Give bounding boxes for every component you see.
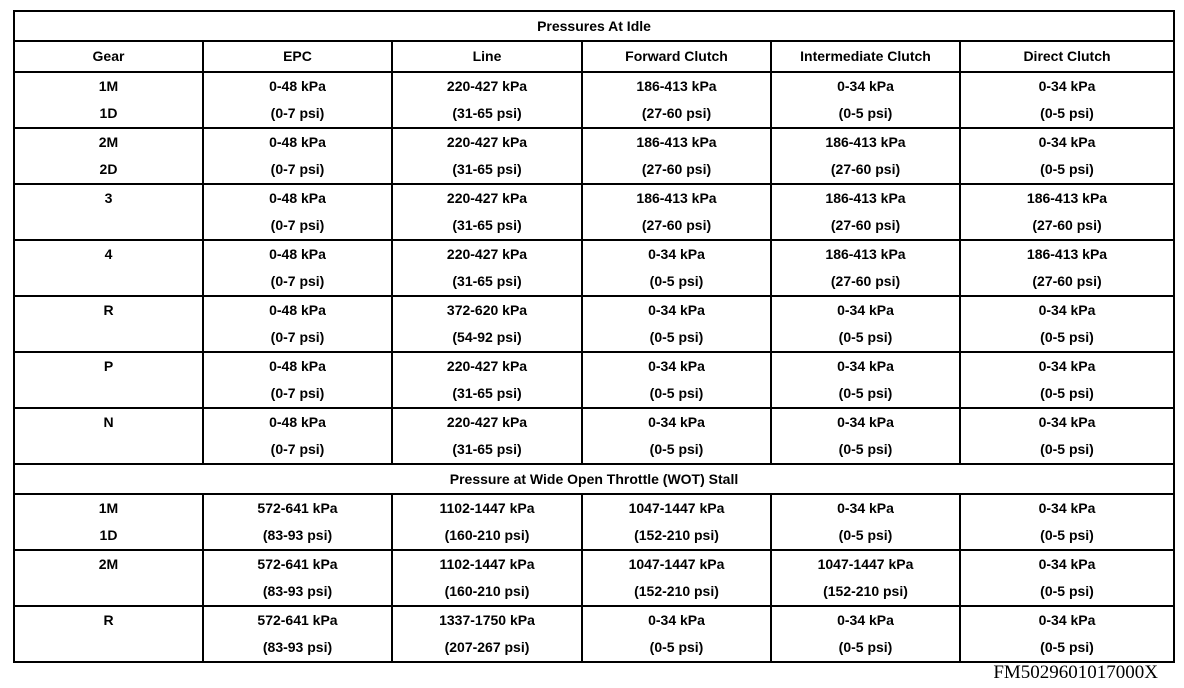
- pressure-cell: [392, 494, 582, 550]
- kpa-value: 0-34 kPa: [837, 302, 894, 318]
- pressure-cell: [203, 240, 392, 296]
- kpa-value: 0-34 kPa: [648, 612, 705, 628]
- section-title-row: [14, 464, 1174, 494]
- pressure-cell: [771, 352, 960, 408]
- pressure-cell: [582, 494, 771, 550]
- kpa-value: 0-34 kPa: [837, 500, 894, 516]
- psi-value: (27-60 psi): [1032, 217, 1102, 233]
- pressure-cell: [582, 550, 771, 606]
- table-row: [14, 296, 1174, 352]
- gear-label: 1M: [98, 500, 119, 516]
- kpa-value: 186-413 kPa: [636, 134, 717, 150]
- psi-value: (160-210 psi): [444, 583, 530, 599]
- psi-value: (0-7 psi): [270, 329, 325, 345]
- psi-value: (152-210 psi): [823, 583, 908, 599]
- kpa-value: 572-641 kPa: [257, 500, 338, 516]
- table-row: [14, 550, 1174, 606]
- kpa-value: 1047-1447 kPa: [817, 556, 914, 572]
- kpa-value: 0-48 kPa: [269, 78, 326, 94]
- psi-value: (0-5 psi): [649, 273, 704, 289]
- pressure-cell: [582, 72, 771, 128]
- psi-value: (0-5 psi): [649, 329, 704, 345]
- gear-label: 2M: [98, 134, 119, 150]
- kpa-value: 0-34 kPa: [1038, 78, 1096, 94]
- pressure-cell: [392, 408, 582, 464]
- column-header: EPC: [203, 41, 392, 72]
- psi-value: (27-60 psi): [641, 161, 712, 177]
- table-row: [14, 408, 1174, 464]
- pressure-cell: [392, 240, 582, 296]
- gear-cell: [14, 296, 203, 352]
- psi-value: (0-5 psi): [649, 441, 704, 457]
- kpa-value: 0-48 kPa: [269, 246, 326, 262]
- table-row: [14, 72, 1174, 128]
- pressure-cell: [582, 128, 771, 184]
- psi-value: (54-92 psi): [452, 329, 522, 345]
- pressure-cell: [960, 408, 1174, 464]
- kpa-value: 220-427 kPa: [446, 134, 528, 150]
- psi-value: (152-210 psi): [634, 527, 719, 543]
- kpa-value: 186-413 kPa: [825, 134, 906, 150]
- psi-value: (31-65 psi): [452, 385, 522, 401]
- psi-value: (0-5 psi): [1040, 161, 1094, 177]
- pressure-cell: [203, 494, 392, 550]
- psi-value: (0-7 psi): [270, 161, 325, 177]
- pressure-cell: [203, 352, 392, 408]
- pressure-cell: [771, 184, 960, 240]
- kpa-value: 1047-1447 kPa: [628, 556, 725, 572]
- psi-value: (83-93 psi): [262, 639, 333, 655]
- kpa-value: 1102-1447 kPa: [439, 556, 535, 572]
- pressure-cell: [771, 296, 960, 352]
- kpa-value: 0-48 kPa: [269, 134, 326, 150]
- pressure-cell: [960, 606, 1174, 662]
- psi-value: (0-7 psi): [270, 385, 325, 401]
- kpa-value: 186-413 kPa: [636, 78, 717, 94]
- column-header-row: [14, 41, 1174, 72]
- table-row: [14, 352, 1174, 408]
- gear-label: 1D: [99, 105, 118, 121]
- column-header: Forward Clutch: [582, 41, 771, 72]
- kpa-value: 220-427 kPa: [446, 414, 528, 430]
- kpa-value: 186-413 kPa: [825, 246, 906, 262]
- pressure-cell: [392, 72, 582, 128]
- pressure-cell: [582, 240, 771, 296]
- pressure-cell: [960, 296, 1174, 352]
- pressure-cell: [771, 72, 960, 128]
- kpa-value: 372-620 kPa: [446, 302, 528, 318]
- kpa-value: 0-34 kPa: [837, 612, 894, 628]
- psi-value: (31-65 psi): [452, 161, 522, 177]
- psi-value: (0-5 psi): [1040, 639, 1094, 655]
- kpa-value: 186-413 kPa: [1026, 246, 1108, 262]
- table-row: [14, 184, 1174, 240]
- psi-value: (0-7 psi): [270, 441, 325, 457]
- pressure-table: [13, 10, 1175, 663]
- kpa-value: 0-48 kPa: [269, 414, 326, 430]
- pressure-cell: [960, 72, 1174, 128]
- gear-cell: [14, 550, 203, 606]
- psi-value: (31-65 psi): [452, 441, 522, 457]
- pressure-cell: [392, 606, 582, 662]
- psi-value: (31-65 psi): [452, 273, 522, 289]
- psi-value: (83-93 psi): [262, 583, 333, 599]
- section-title: Pressures At Idle: [14, 11, 1174, 41]
- gear-cell: [14, 494, 203, 550]
- kpa-value: 0-34 kPa: [837, 78, 894, 94]
- kpa-value: 572-641 kPa: [257, 612, 338, 628]
- kpa-value: 0-34 kPa: [1038, 134, 1096, 150]
- gear-label: 1M: [98, 78, 119, 94]
- column-header: Direct Clutch: [960, 41, 1174, 72]
- gear-cell: [14, 184, 203, 240]
- psi-value: (27-60 psi): [830, 217, 901, 233]
- pressure-cell: [392, 550, 582, 606]
- kpa-value: 1337-1750 kPa: [439, 612, 535, 628]
- column-header: Gear: [14, 41, 203, 72]
- kpa-value: 0-34 kPa: [1038, 414, 1096, 430]
- figure-id: FM5029601017000X: [993, 662, 1158, 683]
- kpa-value: 0-34 kPa: [1038, 556, 1096, 572]
- pressure-cell: [392, 184, 582, 240]
- kpa-value: 186-413 kPa: [1026, 190, 1108, 206]
- psi-value: (31-65 psi): [452, 217, 522, 233]
- gear-cell: [14, 72, 203, 128]
- pressure-cell: [771, 240, 960, 296]
- table-row: [14, 128, 1174, 184]
- kpa-value: 0-34 kPa: [1038, 302, 1096, 318]
- pressure-cell: [203, 408, 392, 464]
- kpa-value: 0-34 kPa: [648, 302, 705, 318]
- psi-value: (0-5 psi): [838, 527, 893, 543]
- pressure-cell: [203, 550, 392, 606]
- psi-value: (160-210 psi): [444, 527, 530, 543]
- pressure-cell: [392, 296, 582, 352]
- pressure-table-body: [14, 11, 1174, 662]
- psi-value: (83-93 psi): [262, 527, 333, 543]
- kpa-value: 0-48 kPa: [269, 190, 326, 206]
- pressure-cell: [203, 72, 392, 128]
- gear-label: 2D: [99, 161, 118, 177]
- psi-value: (0-5 psi): [1040, 105, 1094, 121]
- kpa-value: 0-48 kPa: [269, 302, 326, 318]
- kpa-value: 0-48 kPa: [269, 358, 326, 374]
- table-row: [14, 606, 1174, 662]
- pressure-cell: [203, 128, 392, 184]
- gear-cell: [14, 128, 203, 184]
- pressure-cell: [771, 606, 960, 662]
- kpa-value: 572-641 kPa: [257, 556, 338, 572]
- kpa-value: 220-427 kPa: [446, 78, 528, 94]
- table-row: [14, 494, 1174, 550]
- kpa-value: 186-413 kPa: [636, 190, 717, 206]
- pressure-cell: [960, 494, 1174, 550]
- pressure-cell: [582, 408, 771, 464]
- gear-label: P: [103, 358, 114, 374]
- kpa-value: 0-34 kPa: [648, 246, 705, 262]
- kpa-value: 1047-1447 kPa: [628, 500, 725, 516]
- pressure-cell: [960, 184, 1174, 240]
- kpa-value: 0-34 kPa: [1038, 358, 1096, 374]
- gear-cell: [14, 606, 203, 662]
- kpa-value: 0-34 kPa: [837, 414, 894, 430]
- kpa-value: 220-427 kPa: [446, 358, 528, 374]
- psi-value: (207-267 psi): [444, 639, 530, 655]
- pressure-cell: [582, 296, 771, 352]
- pressure-cell: [582, 352, 771, 408]
- psi-value: (27-60 psi): [1032, 273, 1102, 289]
- pressure-cell: [203, 184, 392, 240]
- kpa-value: 220-427 kPa: [446, 190, 528, 206]
- kpa-value: 0-34 kPa: [837, 358, 894, 374]
- psi-value: (0-5 psi): [649, 639, 704, 655]
- pressure-cell: [960, 128, 1174, 184]
- kpa-value: 0-34 kPa: [648, 414, 705, 430]
- gear-label: 2M: [98, 556, 119, 572]
- kpa-value: 186-413 kPa: [825, 190, 906, 206]
- psi-value: (0-5 psi): [1040, 329, 1094, 345]
- gear-label: N: [103, 414, 114, 430]
- psi-value: (27-60 psi): [830, 161, 901, 177]
- pressure-cell: [771, 550, 960, 606]
- pressure-cell: [203, 606, 392, 662]
- psi-value: (31-65 psi): [452, 105, 522, 121]
- pressure-cell: [203, 296, 392, 352]
- kpa-value: 220-427 kPa: [446, 246, 528, 262]
- psi-value: (0-5 psi): [838, 441, 893, 457]
- column-header: Line: [392, 41, 582, 72]
- pressure-cell: [392, 352, 582, 408]
- section-title-row: [14, 11, 1174, 41]
- psi-value: (0-7 psi): [270, 217, 325, 233]
- gear-label: R: [103, 612, 114, 628]
- psi-value: (0-5 psi): [1040, 527, 1094, 543]
- pressure-cell: [771, 128, 960, 184]
- pressure-cell: [582, 184, 771, 240]
- pressure-cell: [582, 606, 771, 662]
- gear-cell: [14, 352, 203, 408]
- table-row: [14, 240, 1174, 296]
- psi-value: (0-7 psi): [270, 273, 325, 289]
- psi-value: (0-5 psi): [1040, 583, 1094, 599]
- psi-value: (0-5 psi): [838, 105, 893, 121]
- psi-value: (0-5 psi): [838, 329, 893, 345]
- gear-label: R: [103, 302, 114, 318]
- psi-value: (0-5 psi): [838, 385, 893, 401]
- gear-label: 3: [104, 190, 113, 206]
- kpa-value: 0-34 kPa: [1038, 500, 1096, 516]
- psi-value: (27-60 psi): [641, 105, 712, 121]
- kpa-value: 0-34 kPa: [1038, 612, 1096, 628]
- psi-value: (0-5 psi): [838, 639, 893, 655]
- kpa-value: 1102-1447 kPa: [439, 500, 535, 516]
- pressure-cell: [960, 550, 1174, 606]
- gear-label: 1D: [99, 527, 118, 543]
- psi-value: (27-60 psi): [830, 273, 901, 289]
- psi-value: (152-210 psi): [634, 583, 719, 599]
- gear-cell: [14, 408, 203, 464]
- psi-value: (0-5 psi): [1040, 385, 1094, 401]
- psi-value: (0-7 psi): [270, 105, 325, 121]
- psi-value: (27-60 psi): [641, 217, 712, 233]
- psi-value: (0-5 psi): [1040, 441, 1094, 457]
- kpa-value: 0-34 kPa: [648, 358, 705, 374]
- pressure-cell: [771, 494, 960, 550]
- section-title: Pressure at Wide Open Throttle (WOT) Stall: [14, 464, 1174, 494]
- psi-value: (0-5 psi): [649, 385, 704, 401]
- gear-label: 4: [104, 246, 113, 262]
- pressure-cell: [960, 240, 1174, 296]
- pressure-cell: [960, 352, 1174, 408]
- pressure-cell: [392, 128, 582, 184]
- pressure-cell: [771, 408, 960, 464]
- column-header: Intermediate Clutch: [771, 41, 960, 72]
- gear-cell: [14, 240, 203, 296]
